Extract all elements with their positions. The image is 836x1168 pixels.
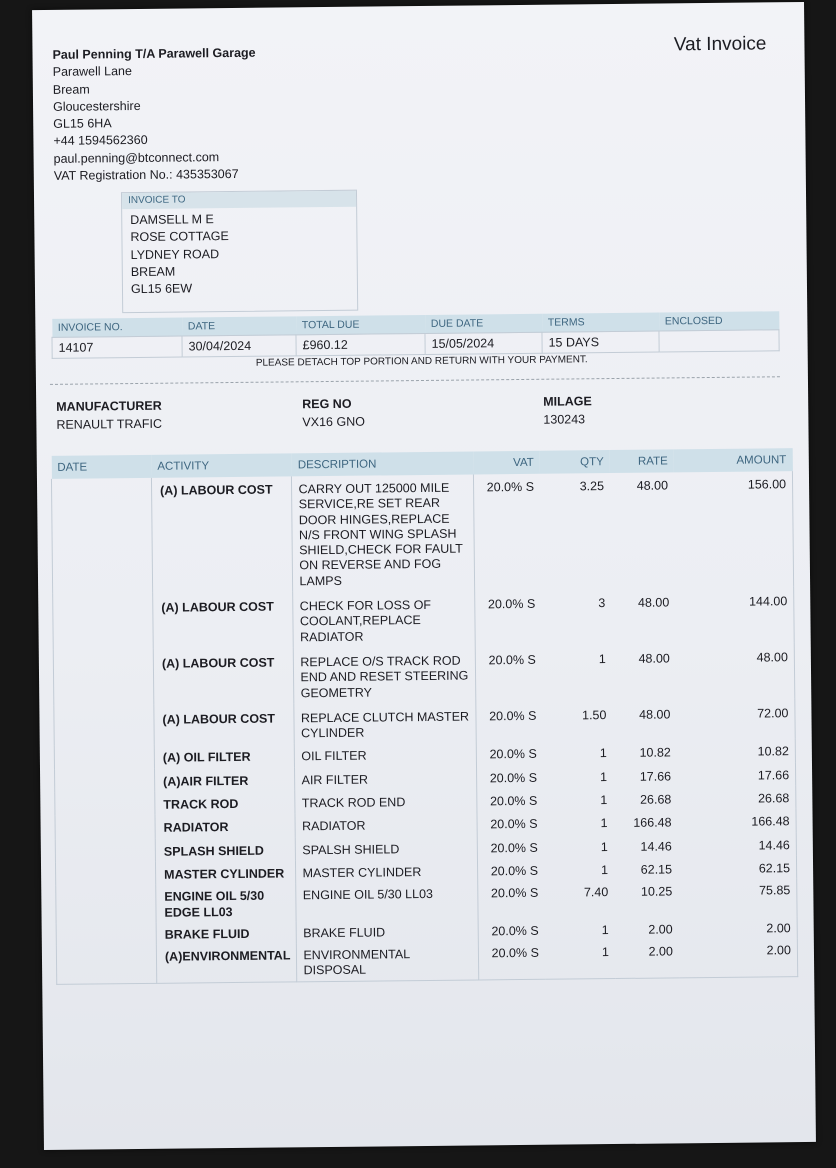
line-item-amount: 26.68	[677, 785, 796, 810]
items-header: VAT	[474, 451, 540, 475]
line-item-rate: 17.66	[639, 769, 672, 784]
summary-header: TERMS	[542, 313, 659, 333]
invoice-to-label: INVOICE TO	[122, 191, 356, 209]
line-item-amount: 2.00	[679, 916, 798, 940]
items-header: RATE	[610, 449, 674, 473]
invoice-to-line: DAMSELL M E	[130, 212, 214, 228]
line-item-qty: 7.40	[583, 885, 609, 900]
line-item-activity: (A)ENVIRONMENTAL	[156, 943, 297, 983]
line-item-description: OIL FILTER	[295, 742, 477, 767]
sender-address-line: GL15 6HA	[53, 116, 112, 132]
line-item-description: ENGINE OIL 5/30 LL03	[296, 882, 478, 921]
line-item-activity: (A) LABOUR COST	[154, 703, 295, 745]
line-item-description: ENVIRONMENTAL DISPOSAL	[297, 942, 479, 982]
line-item-vat: 20.0% S	[487, 596, 536, 612]
mileage-label: MILAGE	[543, 394, 592, 409]
items-header: DESCRIPTION	[292, 451, 474, 476]
line-item-amount: 10.82	[677, 739, 796, 764]
line-item-date	[55, 862, 155, 886]
summary-value: 30/04/2024	[182, 335, 296, 357]
line-item-date	[53, 593, 154, 650]
line-item-vat: 20.0% S	[486, 479, 535, 495]
line-item-qty: 1	[600, 793, 608, 808]
sender-email: paul.penning@btconnect.com	[53, 149, 220, 166]
line-item-date	[51, 478, 152, 594]
line-item-row	[53, 642, 795, 706]
line-item-qty: 1	[599, 746, 607, 761]
sender-name: Paul Penning T/A Parawell Garage	[52, 45, 256, 62]
line-item-rate: 10.82	[639, 745, 671, 761]
line-item-date	[56, 923, 156, 946]
sender-address-line: Gloucestershire	[52, 98, 141, 114]
line-item-description: MASTER CYLINDER	[296, 858, 478, 883]
line-item-qty: 3	[598, 596, 606, 611]
line-item-date	[56, 885, 156, 924]
line-items-table	[51, 448, 798, 984]
line-item-activity: SPLASH SHIELD	[155, 837, 296, 862]
line-item-amount: 2.00	[679, 938, 798, 977]
invoice-to-line: ROSE COTTAGE	[130, 229, 229, 245]
sender-address-line: Parawell Lane	[52, 64, 132, 80]
line-item-description: BRAKE FLUID	[297, 919, 479, 943]
line-item-activity: MASTER CYLINDER	[155, 860, 296, 885]
line-item-rate: 62.15	[640, 862, 673, 877]
line-item-rate: 26.68	[639, 792, 672, 807]
line-item-qty: 1	[600, 816, 608, 831]
line-item-description: CARRY OUT 125000 MILE SERVICE,RE SET REAR DOOR HINGES,REPLACE N/S FRONT WING SPLASH SHIELD,CHECK FOR FAULT ON REVERSE AND FOG LAMPS	[292, 474, 475, 591]
sender-block	[52, 45, 257, 185]
sender-address-line: Bream	[52, 82, 90, 97]
line-item-row	[53, 586, 795, 650]
line-item-rate: 48.00	[638, 651, 670, 666]
line-item-amount: 144.00	[675, 586, 794, 643]
line-item-vat: 20.0% S	[489, 708, 537, 724]
line-item-qty: 1	[600, 839, 608, 854]
line-item-amount: 17.66	[677, 762, 796, 787]
reg-block	[302, 395, 365, 432]
reg-label: REG NO	[302, 396, 352, 412]
line-item-description: RADIATOR	[295, 812, 477, 837]
mileage-block	[543, 392, 592, 429]
line-item-activity: (A) LABOUR COST	[153, 647, 294, 704]
manufacturer-value: RENAULT TRAFIC	[56, 416, 163, 432]
summary-value: 14107	[52, 336, 182, 358]
line-item-qty: 1	[600, 769, 608, 784]
invoice-to-line: GL15 6EW	[130, 281, 193, 297]
line-item-amount: 72.00	[676, 698, 795, 740]
line-item-rate: 48.00	[636, 478, 669, 493]
invoice-to-line: LYDNEY ROAD	[130, 246, 220, 262]
line-item-rate: 10.25	[640, 884, 673, 899]
summary-header: DATE	[182, 316, 296, 336]
items-header: ACTIVITY	[151, 453, 292, 477]
line-item-amount: 62.15	[678, 855, 797, 880]
line-item-qty: 3.25	[579, 479, 605, 494]
line-item-description: CHECK FOR LOSS OF COOLANT,REPLACE RADIATOR	[293, 590, 476, 648]
line-item-vat: 20.0% S	[490, 886, 539, 901]
line-item-vat: 20.0% S	[479, 941, 545, 980]
line-item-rate: 2.00	[615, 939, 679, 978]
sender-vat-registration: VAT Registration No.: 435353067	[53, 166, 239, 183]
line-item-date	[54, 705, 154, 747]
summary-header: INVOICE NO.	[52, 318, 182, 338]
line-item-vat: 20.0% S	[490, 817, 538, 832]
invoice-summary-table	[51, 311, 779, 359]
items-header: QTY	[540, 450, 610, 474]
line-item-rate: 166.48	[633, 815, 672, 831]
summary-value: 15/05/2024	[425, 332, 542, 354]
document-title: Vat Invoice	[673, 33, 767, 56]
line-item-date	[55, 792, 155, 816]
invoice-paper	[32, 2, 816, 1150]
line-item-date	[55, 815, 155, 839]
line-item-amount: 166.48	[677, 808, 796, 833]
line-item-description: AIR FILTER	[295, 765, 477, 790]
line-item-rate: 2.00	[648, 922, 673, 937]
sender-phone: +44 1594562360	[53, 133, 148, 149]
mileage-value: 130243	[543, 412, 586, 427]
line-item-description: REPLACE CLUTCH MASTER CYLINDER	[294, 701, 476, 743]
items-header: DATE	[51, 455, 151, 479]
summary-header: DUE DATE	[425, 314, 542, 334]
line-item-amount: 75.85	[678, 878, 797, 917]
line-item-date	[55, 838, 155, 862]
line-item-date	[53, 649, 154, 706]
line-item-qty: 1	[545, 940, 615, 979]
line-item-qty: 1.50	[582, 707, 607, 723]
line-item-qty: 1	[601, 863, 609, 878]
line-item-vat: 20.0% S	[488, 652, 536, 668]
line-item-description: TRACK ROD END	[295, 789, 477, 814]
line-item-activity: (A) OIL FILTER	[154, 744, 295, 769]
invoice-to-box	[121, 190, 358, 313]
invoice-to-line: BREAM	[130, 264, 176, 279]
summary-value: £960.12	[296, 333, 425, 355]
line-item-vat: 20.0% S	[490, 863, 539, 879]
line-item-activity: (A) LABOUR COST	[151, 476, 293, 593]
line-item-date	[54, 745, 154, 769]
line-item-qty: 1	[601, 922, 609, 937]
line-item-date	[55, 769, 155, 793]
line-item-vat: 20.0% S	[489, 793, 538, 809]
reg-value: VX16 GNO	[302, 414, 365, 430]
line-item-vat: 20.0% S	[489, 770, 538, 786]
line-item-activity: RADIATOR	[155, 814, 296, 839]
manufacturer-block	[56, 397, 162, 434]
line-item-description: SPALSH SHIELD	[296, 835, 478, 860]
line-item-activity: TRACK ROD	[155, 790, 296, 815]
line-item-vat: 20.0% S	[490, 840, 538, 855]
line-item-activity: ENGINE OIL 5/30 EDGE LL03	[156, 884, 297, 923]
line-item-description: REPLACE O/S TRACK ROD END AND RESET STEERING GEOMETRY	[294, 645, 477, 703]
line-item-activity: BRAKE FLUID	[156, 921, 297, 945]
line-item-row	[56, 938, 797, 984]
line-item-amount: 156.00	[674, 471, 794, 587]
line-item-row	[51, 471, 793, 594]
line-item-rate: 14.46	[640, 839, 672, 854]
line-item-activity: (A)AIR FILTER	[155, 767, 296, 792]
line-item-qty: 1	[598, 652, 606, 667]
items-header: AMOUNT	[674, 448, 793, 472]
line-item-activity: (A) LABOUR COST	[153, 591, 294, 648]
detach-line	[50, 376, 780, 385]
line-item-rate: 48.00	[639, 707, 671, 722]
summary-value	[659, 330, 779, 352]
summary-header: TOTAL DUE	[296, 315, 425, 335]
line-item-date	[56, 945, 156, 984]
line-item-rate: 48.00	[637, 595, 670, 610]
line-item-vat: 20.0% S	[489, 747, 537, 762]
summary-header: ENCLOSED	[659, 311, 779, 331]
detach-note: PLEASE DETACH TOP PORTION AND RETURN WITH YOUR PAYMENT.	[255, 354, 588, 369]
line-item-amount: 48.00	[676, 642, 795, 699]
line-item-vat: 20.0% S	[491, 923, 539, 939]
manufacturer-label: MANUFACTURER	[56, 398, 162, 414]
summary-value: 15 DAYS	[542, 331, 659, 353]
line-item-amount: 14.46	[678, 832, 797, 857]
